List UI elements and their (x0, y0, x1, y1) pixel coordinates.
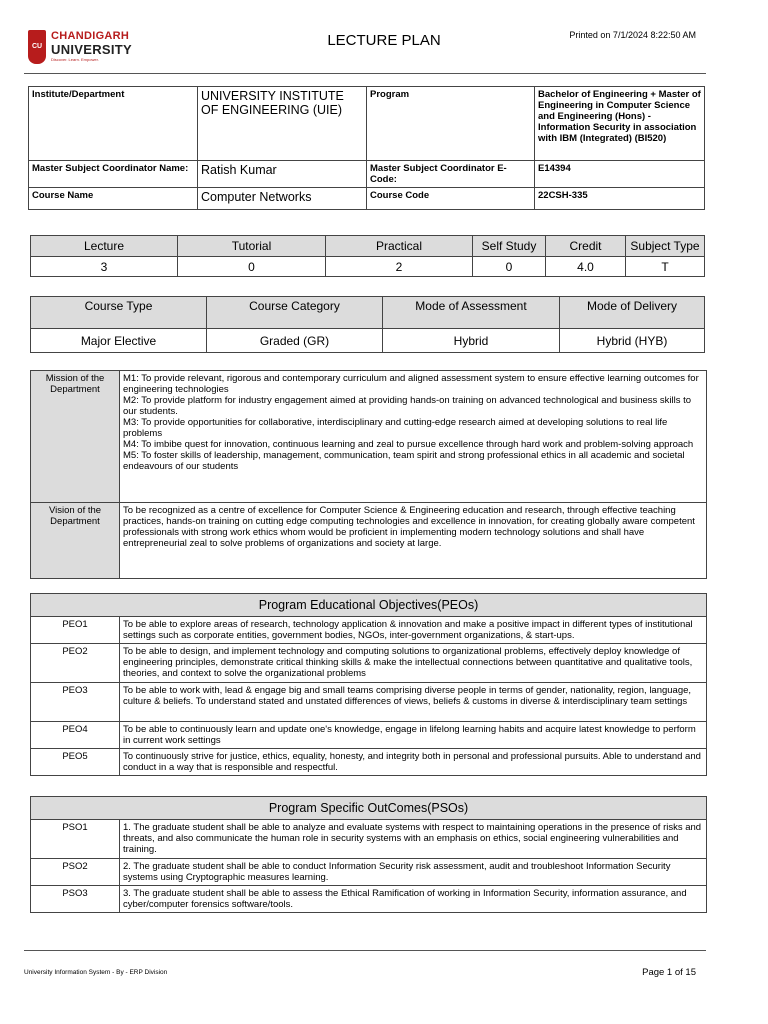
page-number: Page 1 of 15 (642, 967, 696, 978)
credits-header: Lecture (31, 236, 178, 257)
header-divider (24, 73, 706, 74)
peo-label: PEO2 (31, 644, 120, 683)
mission-item-m1: M1: To provide relevant, rigorous and contemporary curriculum and aligned assessment system to ensure effective learning outcomes for engineering technologies (123, 373, 699, 395)
credits-value: T (626, 257, 705, 277)
credits-value-row (31, 257, 705, 277)
mission-item-m2: M2: To provide platform for industry engagement aimed at providing hands-on training on advanced technological and business skills to our students. (123, 395, 692, 417)
credits-header: Credit (546, 236, 626, 257)
peo-row (31, 644, 707, 683)
ecode-value: E14394 (535, 161, 705, 188)
logo-name-line2: UNIVERSITY (51, 42, 133, 57)
institute-label: Institute/Department (29, 87, 198, 161)
credits-header: Tutorial (178, 236, 326, 257)
credits-value: 0 (178, 257, 326, 277)
course-name-label: Course Name (29, 188, 198, 210)
program-label: Program (367, 87, 535, 161)
credits-header-row (31, 236, 705, 257)
peo-table (30, 593, 707, 776)
pso-table (30, 796, 707, 913)
mission-row (31, 371, 707, 503)
mission-item-m3: M3: To provide opportunities for collaborative, interdisciplinary and cutting-edge research aimed at developing solutions to real life problems (123, 417, 668, 439)
course-info-table (28, 86, 705, 210)
pso-title-row (31, 797, 707, 820)
peo-text: To be able to explore areas of research, technology application & innovation and make a positive impact in different types of institutional settings such as corporate entities, government bodies, NGOs, inter-government organizations, & start-ups. (120, 617, 707, 644)
info-row-coordinator (29, 161, 705, 188)
course-type-header: Mode of Delivery (560, 297, 705, 329)
peo-title: Program Educational Objectives(PEOs) (31, 594, 707, 617)
course-code-label: Course Code (367, 188, 535, 210)
course-type-value: Graded (GR) (207, 329, 383, 353)
mission-vision-table (30, 370, 707, 579)
credits-header: Self Study (473, 236, 546, 257)
course-type-value: Major Elective (31, 329, 207, 353)
printed-timestamp: Printed on 7/1/2024 8:22:50 AM (569, 30, 696, 40)
peo-label: PEO4 (31, 722, 120, 749)
credits-value: 2 (326, 257, 473, 277)
page-title: LECTURE PLAN (327, 32, 441, 49)
peo-text: To be able to work with, lead & engage big and small teams comprising diverse people in terms of gender, nationality, region, language, culture & beliefs. To understand stated and unstated differences of views, beliefs & customs in diverse & interdisciplinary team settings (120, 683, 707, 722)
footer-system-name: University Information System - By - ERP Division (24, 969, 168, 976)
course-type-value: Hybrid (383, 329, 560, 353)
vision-row (31, 503, 707, 579)
pso-text: 3. The graduate student shall be able to assess the Ethical Ramification of working in Information Security, information assurance, and cyber/computer forensics software/tools. (120, 886, 707, 913)
vision-text: To be recognized as a centre of excellence for Computer Science & Engineering education and research, through effective teaching practices, hands-on training on cutting edge computing technologies and excellence in innovation, for creating globally aware competent professionals with strong work ethics whom would be proficient in implementing modern technology solutions and shall have entrepreneurial zeal to solve problems of organizations and society at large. (120, 503, 707, 579)
pso-row (31, 859, 707, 886)
peo-title-row (31, 594, 707, 617)
course-type-header-row (31, 297, 705, 329)
credits-table (30, 235, 705, 277)
course-name-value: Computer Networks (198, 188, 367, 210)
course-type-value-row (31, 329, 705, 353)
vision-label: Vision of the Department (31, 503, 120, 579)
peo-text: To be able to design, and implement technology and computing solutions to organizational problems, effectively deploy knowledge of engineering principles, demonstrate critical thinking skills & make the intellectual connections between quantitative and qualitative tools, theories, and context to solve the organizational problems (120, 644, 707, 683)
peo-text: To be able to continuously learn and update one's knowledge, engage in lifelong learning habits and acquire latest knowledge to perform in current work settings (120, 722, 707, 749)
credits-header: Subject Type (626, 236, 705, 257)
pso-label: PSO3 (31, 886, 120, 913)
logo-shield-icon: CU (28, 30, 46, 64)
course-type-header: Course Type (31, 297, 207, 329)
logo-tagline: Discover. Learn. Empower. (51, 57, 99, 62)
program-value: Bachelor of Engineering + Master of Engineering in Computer Science and Engineering (Hons) - Information Security in association with IBM (Integrated) (BI520) (535, 87, 705, 161)
footer-divider (24, 950, 706, 951)
coordinator-value: Ratish Kumar (198, 161, 367, 188)
course-type-header: Course Category (207, 297, 383, 329)
ecode-label: Master Subject Coordinator E-Code: (367, 161, 535, 188)
course-type-value: Hybrid (HYB) (560, 329, 705, 353)
mission-text (120, 371, 707, 503)
pso-row (31, 886, 707, 913)
credits-value: 3 (31, 257, 178, 277)
pso-label: PSO2 (31, 859, 120, 886)
pso-label: PSO1 (31, 820, 120, 859)
course-type-header: Mode of Assessment (383, 297, 560, 329)
mission-label: Mission of the Department (31, 371, 120, 503)
credits-value: 4.0 (546, 257, 626, 277)
logo-name-line1: CHANDIGARH (51, 30, 130, 42)
peo-row (31, 617, 707, 644)
credits-header: Practical (326, 236, 473, 257)
institute-value: UNIVERSITY INSTITUTE OF ENGINEERING (UIE) (198, 87, 367, 161)
pso-text: 2. The graduate student shall be able to conduct Information Security risk assessment, audit and troubleshoot Information Security systems using Cryptographic measures learning. (120, 859, 707, 886)
peo-label: PEO1 (31, 617, 120, 644)
peo-row (31, 722, 707, 749)
pso-title: Program Specific OutComes(PSOs) (31, 797, 707, 820)
mission-item-m4: M4: To imbibe quest for innovation, continuous learning and zeal to pursue excellence through hard work and problem-solving approach (123, 439, 694, 450)
peo-label: PEO5 (31, 749, 120, 776)
peo-text: To continuously strive for justice, ethics, equality, honesty, and integrity both in personal and professional pursuits. Able to understand and conduct in a way that is responsible and respectful. (120, 749, 707, 776)
mission-item-m5: M5: To foster skills of leadership, management, communication, team spirit and strong professional ethics in all academic and societal endeavours of our students (123, 450, 685, 472)
pso-text: 1. The graduate student shall be able to analyze and evaluate systems with respect to maintaining operations in the presence of risks and threats, and also communicate the human role in security systems with an emphasis on ethics, social engineering vulnerabilities and training. (120, 820, 707, 859)
course-type-table (30, 296, 705, 353)
info-row-course (29, 188, 705, 210)
pso-row (31, 820, 707, 859)
course-code-value: 22CSH-335 (535, 188, 705, 210)
credits-value: 0 (473, 257, 546, 277)
peo-label: PEO3 (31, 683, 120, 722)
coordinator-label: Master Subject Coordinator Name: (29, 161, 198, 188)
info-row-institute (29, 87, 705, 161)
peo-row (31, 683, 707, 722)
peo-row (31, 749, 707, 776)
